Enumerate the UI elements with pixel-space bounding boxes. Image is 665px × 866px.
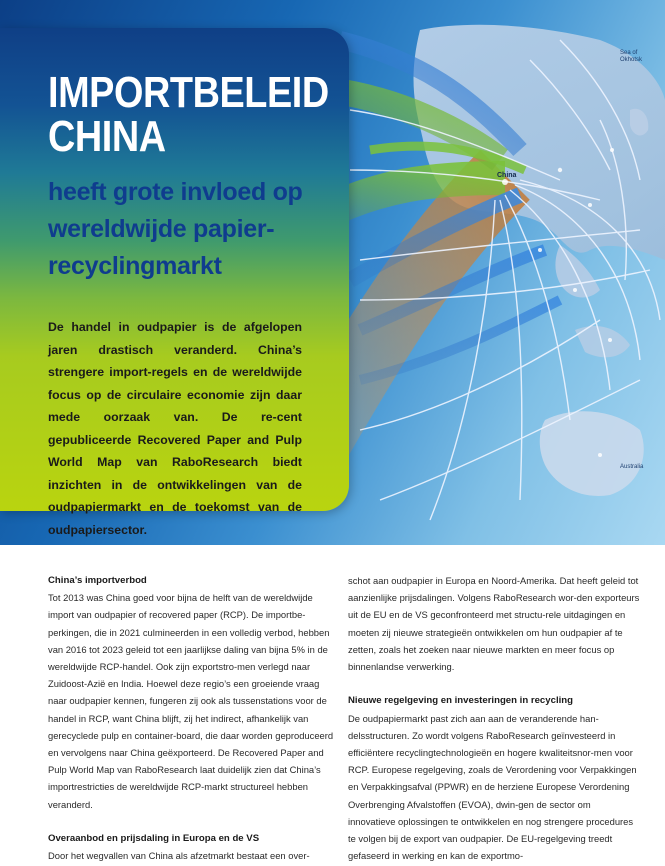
- title-panel: [0, 28, 349, 537]
- section-paragraph-regulation: De oudpapiermarkt past zich aan aan de veranderende han-delsstructuren. Zo wordt volgens RaboResearch geïnvesteerd in efficiëntere recyclingtechnologieën en hogere kwaliteitsnor-men voor RCP. Europese regelgeving, zoals de Verordening voor Verpakkingen en Verpakkingsafval (PPWR) en de herziene Europese Verordening Overbrenging Afvalstoffen (EVOA), dwin-gen de sector om innovatieve oplossingen te ontwikkelen en nog strengere procedures te volgen bij de export van oudpapier. De EU-regelgeving treedt gefaseerd in werking en kan de exportmo-: [348, 712, 637, 862]
- section-heading-oversupply: Overaanbod en prijsdaling in Europa en de VS: [48, 833, 260, 845]
- left-column: [48, 572, 338, 864]
- right-column: [348, 572, 640, 864]
- section-heading-import-ban: China’s importverbod: [48, 575, 147, 586]
- section-paragraph-import-ban: Tot 2013 was China goed voor bijna de helft van de wereldwijde import van oudpapier of recovered paper (RCP). De importbe-perkingen, die in 2021 culmineerden in een volledig verbod, hebben van 2016 tot 2023 geleid tot een jaarlijkse daling van bijna 5% in de wereldwijde RCP-handel. Ook zijn exportstro-men verlegd naar Zuidoost-Azië en India. Hoewel deze regio’s een groeiende vraag naar oudpapier kennen, fungeren zij ook als tussenstations voor de handel in RCP, want China blijft, zij het indirect, afhankelijk van gerecyclede pulp en container-board, die daar worden geproduceerd en vervolgens naar China geëxporteerd. De Recovered Paper and Pulp World Map van RaboResearch laat duidelijk zien dat China’s importrestricties de wereldwijde RCP-markt structureel hebben veranderd.: [48, 592, 334, 810]
- section-heading-regulation: Nieuwe regelgeving en investeringen in recycling: [348, 695, 573, 707]
- page-title-line1: IMPORTBELEID: [48, 68, 329, 117]
- section-paragraph-oversupply-continued: schot aan oudpapier in Europa en Noord-Amerika. Dat heeft geleid tot aanzienlijke prijsdalingen. Volgens RaboResearch wor-den exporteurs uit de EU en de VS geconfronteerd met structu-rele uitdagingen en moeten zij nieuwe strategieën ontwikkelen om hun oudpapier af te zetten, zoals het zoeken naar nieuwe markten en meer focus op binnenlandse verwerking.: [348, 575, 640, 673]
- map-label-sea: Sea of Okhotsk: [620, 50, 643, 63]
- page-title-line2: CHINA: [48, 112, 166, 161]
- page-subtitle: heeft grote invloed op wereldwijde papier-recyclingmarkt: [48, 178, 303, 280]
- intro-paragraph: De handel in oudpapier is de afgelopen jaren drastisch veranderd. China’s strengere import-regels en de wereldwijde focus op de circulaire economie zijn daar mede oorzaak van. De re-cent gepubliceerde Recovered Paper and Pulp World Map van RaboResearch biedt inzichten in de ontwikkelingen van de oudpapiermarkt en de toekomst van de oudpapiersector.: [48, 320, 302, 537]
- map-label-china: China: [497, 172, 517, 179]
- map-label-australia: Australia: [620, 464, 644, 470]
- section-paragraph-oversupply: Door het wegvallen van China als afzetmarkt bestaat een over-: [48, 850, 310, 862]
